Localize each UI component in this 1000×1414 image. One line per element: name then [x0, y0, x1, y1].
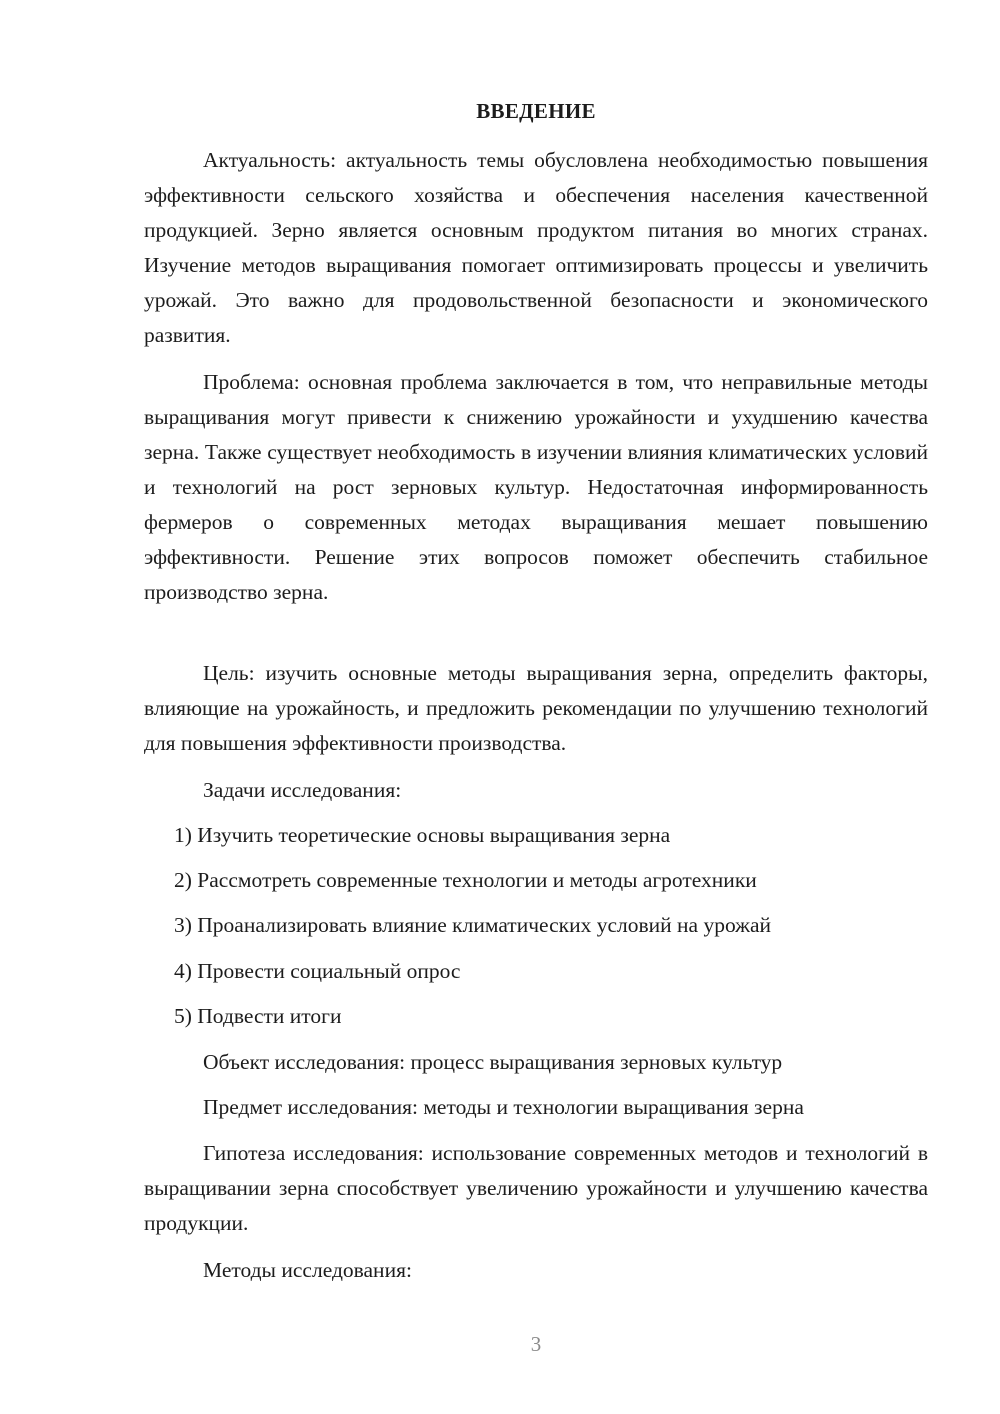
problem-paragraph: Проблема: основная проблема заключается в том, что неправильные методы выращивания могут привести к снижению урожайности и ухудшению качества зерна. Также существует необходимость в изучении влияния климатических условий и технологий на рост зерновых культур. Недостаточная информированность фермеров о современных методах выращивания мешает повышению эффективности. Решение этих вопросов поможет обеспечить стабильное производство зерна.	[144, 370, 928, 604]
task-item-1: 1) Изучить теоретические основы выращивания зерна	[174, 823, 671, 847]
tasks-heading: Задачи исследования:	[203, 778, 402, 802]
subject-paragraph: Предмет исследования: методы и технологии выращивания зерна	[203, 1095, 804, 1119]
methods-heading: Методы исследования:	[203, 1258, 412, 1282]
hypothesis-paragraph: Гипотеза исследования: использование современных методов и технологий в выращивании зерна способствует увеличению урожайности и улучшению качества продукции.	[144, 1141, 928, 1235]
relevance-paragraph: Актуальность: актуальность темы обусловлена необходимостью повышения эффективности сельского хозяйства и обеспечения населения качественной продукцией. Зерно является основным продуктом питания во многих странах. Изучение методов выращивания помогает оптимизировать процессы и увеличить урожай. Это важно для продовольственной безопасности и экономического развития.	[144, 148, 928, 347]
object-paragraph: Объект исследования: процесс выращивания зерновых культур	[203, 1050, 783, 1074]
page-number: 3	[530, 1332, 542, 1356]
goal-paragraph: Цель: изучить основные методы выращивания зерна, определить факторы, влияющие на урожайность, и предложить рекомендации по улучшению технологий для повышения эффективности производства.	[144, 661, 928, 755]
task-item-4: 4) Провести социальный опрос	[174, 959, 461, 983]
task-item-2: 2) Рассмотреть современные технологии и методы агротехники	[174, 868, 757, 892]
task-item-3: 3) Проанализировать влияние климатических условий на урожай	[174, 913, 772, 937]
section-title: ВВЕДЕНИЕ	[476, 99, 596, 123]
task-item-5: 5) Подвести итоги	[174, 1004, 342, 1028]
